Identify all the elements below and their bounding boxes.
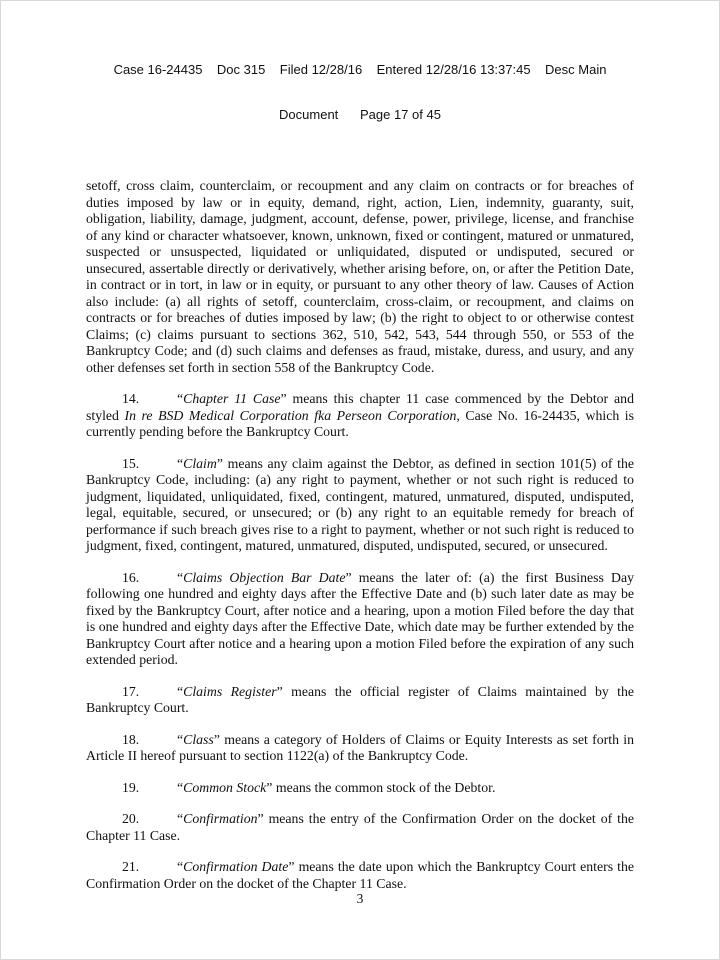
stamp-header-line2: Document Page 17 of 45 (279, 107, 441, 122)
paragraph-text: “ (177, 731, 184, 747)
paragraph-text: “ (177, 391, 184, 406)
paragraph (86, 732, 634, 765)
defined-term: Chapter 11 Case (183, 391, 281, 406)
paragraph-text: ” means the entry of the Confirmation Order on the docket of the Chapter 11 Case. (86, 811, 634, 843)
page-number: 3 (356, 891, 364, 906)
defined-term: Class (183, 731, 214, 747)
paragraph-text: “ (177, 779, 184, 795)
paragraph-text: ” means the date upon which the Bankruptcy Court enters the Confirmation Order on the docket of the Chapter 11 Case. (86, 859, 634, 891)
paragraph-text: “ (177, 569, 184, 585)
paragraph-text: ” means the later of: (a) the first Business Day following one hundred and eighty days after the Effective Date and (b) such later date as may be fixed by the Bankruptcy Court, after notice and a hearing, upon a motion Filed before the day that is one hundred and eighty days after the Effective Date, which date may be further extended by the Bankruptcy Court after notice and a hearing upon a motion Filed before the expiration of any such extended period. (86, 569, 634, 667)
paragraph-text: ” means any claim against the Debtor, as defined in section 101(5) of the Bankruptcy Code, including: (a) any right to payment, whether or not such right is reduced to judgment, liquidated, unliquidated, fixed, contingent, matured, unmatured, disputed, undisputed, legal, equitable, secured, or unsecured; or (b) any right to an equitable remedy for breach of performance if such breach gives rise to a right to payment, whether or not such right is reduced to judgment, fixed, contingent, matured, unmatured, disputed, undisputed, secured, or unsecured. (86, 455, 634, 553)
defined-term: Common Stock (183, 779, 267, 795)
paragraph-number: 15. (122, 455, 140, 471)
paragraph (86, 178, 634, 376)
paragraph-number: 21. (122, 859, 140, 874)
paragraph-number: 19. (122, 779, 140, 795)
defined-term: Confirmation Date (183, 859, 289, 874)
paragraph (86, 684, 634, 717)
paragraph (86, 811, 634, 844)
defined-term: Claim (183, 455, 217, 471)
paragraph-text: , Case No. 16-24435, which is currently pending before the Bankruptcy Court. (86, 407, 634, 439)
paragraph (86, 780, 634, 797)
paragraph-text: setoff, cross claim, counterclaim, or recoupment and any claim on contracts or for breaches of duties imposed by law or in equity, demand, right, action, Lien, indemnity, guaranty, suit, obligation, liability, damage, judgment, account, defense, power, privilege, license, and franchise of any kind or character whatsoever, known, unknown, fixed or contingent, matured or unmatured, suspected or unsuspected, liquidated or unliquidated, disputed or undisputed, secured or unsecured, assertable directly or derivatively, whether arising before, on, or after the Petition Date, in contract or in tort, in law or in equity, or pursuant to any other theory of law. Causes of Action also include: (a) all rights of setoff, counterclaim, cross-claim, or recoupment, and claims on contracts or for breaches of duties imposed by law; (b) the right to object to or otherwise contest Claims; (c) claims pursuant to sections 362, 510, 542, 543, 544 through 550, or 553 of the Bankruptcy Code; and (d) such claims and defenses as fraud, mistake, duress, and usury, and any other defenses set forth in section 558 of the Bankruptcy Code. (86, 178, 634, 375)
paragraph-number: 18. (122, 731, 140, 747)
paragraph-number: 14. (122, 391, 140, 406)
paragraph (86, 391, 634, 441)
defined-term: In re BSD Medical Corporation fka Perseon Corporation (124, 407, 457, 423)
paragraph-number: 17. (122, 683, 140, 699)
paragraph-text: “ (177, 683, 184, 699)
stamp-header-line1: Case 16-24435 Doc 315 Filed 12/28/16 Entered 12/28/16 13:37:45 Desc Main (113, 62, 607, 77)
paragraph-text: “ (177, 455, 184, 471)
paragraph-text: ” means a category of Holders of Claims or Equity Interests as set forth in Article II hereof pursuant to section 1122(a) of the Bankruptcy Code. (86, 731, 634, 763)
defined-term: Claims Objection Bar Date (183, 569, 346, 585)
paragraph-text: ” means this chapter 11 case commenced by the Debtor and styled (86, 391, 634, 423)
paragraph-number: 20. (122, 811, 140, 826)
paragraph-number: 16. (122, 569, 140, 585)
paragraph (86, 570, 634, 669)
paragraph-text: ” means the official register of Claims maintained by the Bankruptcy Court. (86, 683, 635, 715)
paragraph (86, 859, 634, 892)
case-stamp-header (1, 1, 719, 152)
defined-term: Claims Register (183, 683, 277, 699)
paragraph-text: ” means the common stock of the Debtor. (266, 779, 496, 795)
defined-term: Confirmation (183, 811, 258, 826)
paragraph-text: “ (177, 859, 184, 874)
document-body (86, 178, 634, 892)
paragraph-text: “ (177, 811, 184, 826)
paragraph (86, 456, 634, 555)
